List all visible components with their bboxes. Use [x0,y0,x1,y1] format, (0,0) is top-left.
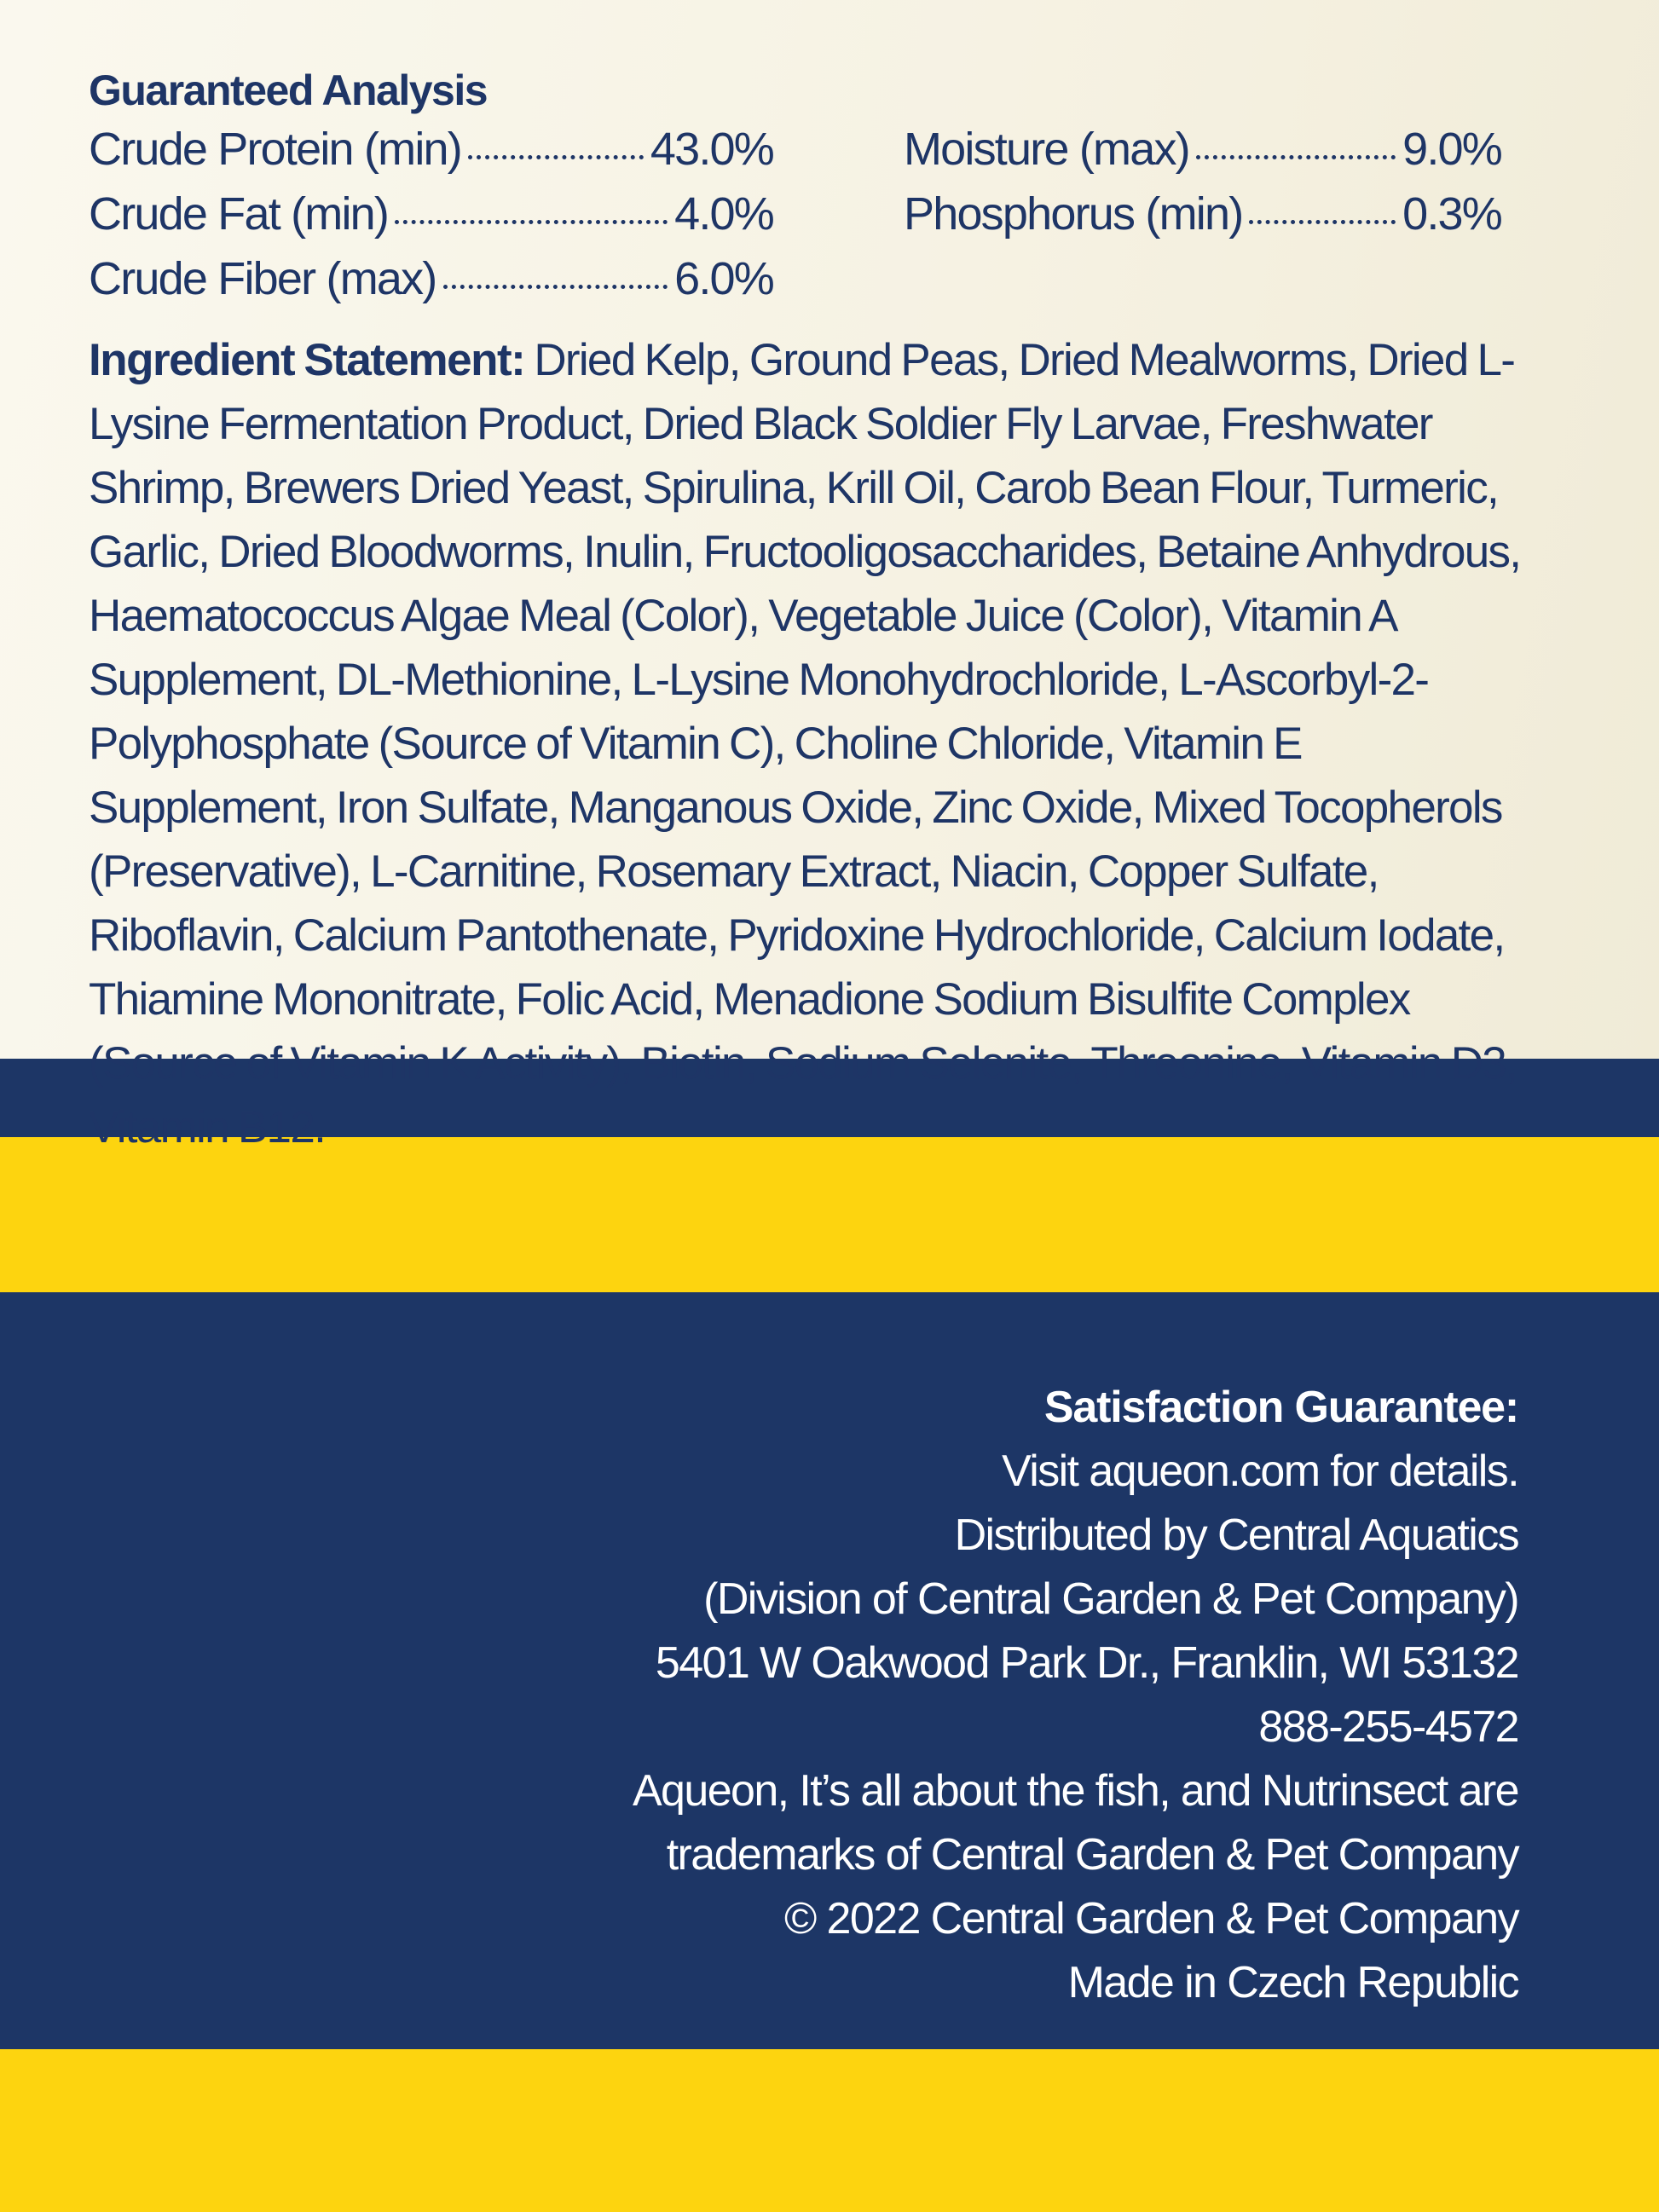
division-line: (Division of Central Garden & Pet Company) [703,1574,1518,1624]
analysis-label: Crude Fat (min) [89,188,389,240]
ingredient-list: Dried Kelp, Ground Peas, Dried Mealworms, Dried L-Lysine Fermentation Product, Dried Black Soldier Fly Larvae, Freshwater Shrimp, Brewers Dried Yeast, Spirulina, Krill Oil, Carob Bean Flour, Turmeric, Garlic, Dried Bloodworms, Inulin, Fructooligosaccharides, Betaine Anhydrous, Haematococcus Algae Meal (Color), Vegetable Juice (Color), Vitamin A Supplement, DL-Methionine, L-Lysine Monohydrochloride, L-Ascorbyl-2-Polyphosphate (Source of Vitamin C), Choline Chloride, Vitamin E Supplement, Iron Sulfate, Manganous Oxide, Zinc Oxide, Mixed Tocopherols (Preservative), L-Carnitine, Rosemary Extract, Niacin, Copper Sulfate, Riboflavin, Calcium Pantothenate, Pyridoxine Hydrochloride, Calcium Iodate, Thiamine Mononitrate, Folic Acid, Menadione Sodium Bisulfite Complex (Source of Vitamin K Activity), Biotin, Sodium Selenite, Threonine, Vitamin D3, Vitamin B12. [89,335,1521,1152]
website-line: Visit aqueon.com for details. [1002,1447,1518,1496]
yellow-stripe-bottom [0,2049,1659,2212]
satisfaction-guarantee-title: Satisfaction Guarantee: [1043,1383,1518,1432]
guaranteed-analysis-left-column [89,123,773,317]
ingredient-statement [89,328,1538,1159]
analysis-row-phosphorus [904,188,1501,252]
dot-leader [1196,155,1396,159]
dot-leader [443,285,668,289]
analysis-value: 0.3% [1402,188,1501,240]
phone-line: 888-255-4572 [1258,1702,1518,1752]
analysis-row-crude-fiber [89,252,773,317]
dot-leader [395,220,668,224]
analysis-value: 9.0% [1402,124,1501,175]
yellow-stripe-top [0,1137,1659,1292]
ingredient-statement-label: Ingredient Statement: [89,335,525,385]
guaranteed-analysis-title: Guaranteed Analysis [89,66,488,114]
dot-leader [1249,220,1396,224]
origin-line: Made in Czech Republic [1067,1958,1518,2007]
analysis-label: Crude Fiber (max) [89,253,436,304]
analysis-label: Crude Protein (min) [89,124,461,175]
copyright-line: © 2022 Central Garden & Pet Company [783,1894,1518,1943]
analysis-value: 43.0% [650,124,773,175]
analysis-row-moisture [904,123,1501,188]
analysis-row-crude-fat [89,188,773,252]
analysis-row-crude-protein [89,123,773,188]
company-info-block [240,1376,1518,2015]
analysis-label: Moisture (max) [904,124,1189,175]
analysis-label: Phosphorus (min) [904,188,1243,240]
trademark-line-1: Aqueon, It’s all about the fish, and Nutrinsect are [632,1766,1518,1816]
analysis-value: 4.0% [674,188,773,240]
address-line: 5401 W Oakwood Park Dr., Franklin, WI 53132 [655,1638,1518,1688]
guaranteed-analysis-right-column [904,123,1501,252]
dot-leader [468,155,644,159]
trademark-line-2: trademarks of Central Garden & Pet Company [666,1830,1518,1880]
distributor-line: Distributed by Central Aquatics [954,1510,1518,1560]
analysis-value: 6.0% [674,253,773,304]
